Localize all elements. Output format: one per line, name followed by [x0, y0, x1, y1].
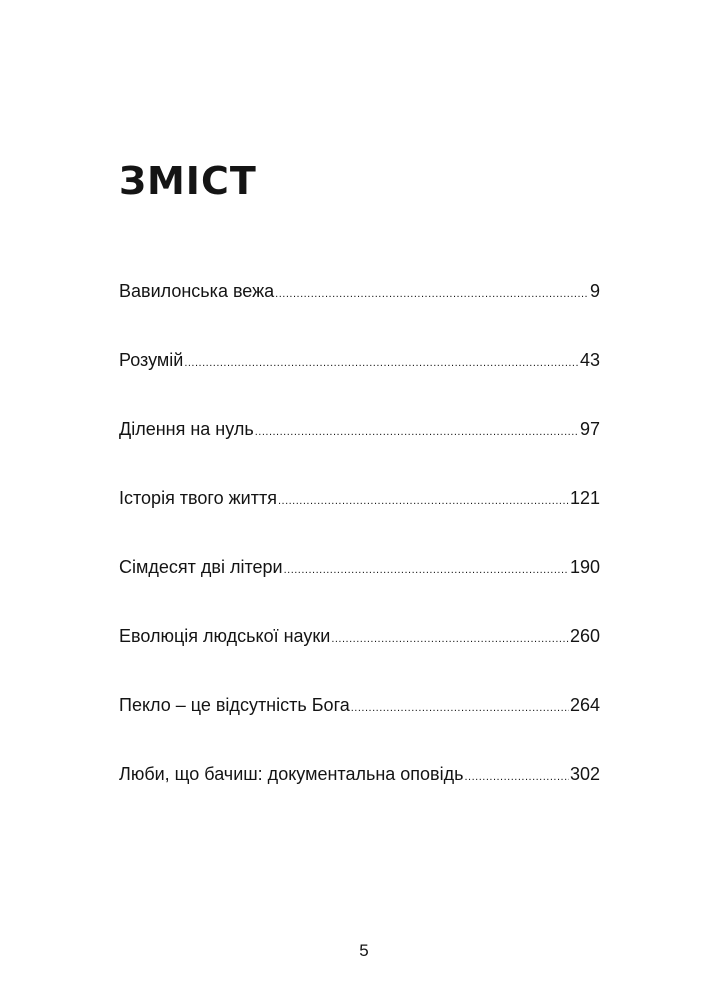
dot-leader: [465, 766, 569, 788]
toc-entry-title: Ділення на нуль: [119, 419, 254, 439]
toc-entry-page: 190: [569, 557, 600, 577]
toc-entry-page: 97: [579, 419, 600, 439]
toc-entry-page: 302: [569, 764, 600, 784]
toc-entry: [119, 694, 600, 763]
toc-entry-title: Люби, що бачиш: документальна оповідь: [119, 764, 464, 784]
toc-entry-title: Розумій: [119, 350, 184, 370]
page-title: ЗМІСТ: [119, 159, 257, 203]
toc-entry-page: 9: [589, 281, 600, 301]
toc-entry: [119, 280, 600, 349]
toc-entry: [119, 349, 600, 418]
toc-entry-title: Вавилонська вежа: [119, 281, 275, 301]
toc-entry: [119, 487, 600, 556]
toc-entry-title: Історія твого життя: [119, 488, 277, 508]
toc-entry: [119, 625, 600, 694]
dot-leader: [275, 283, 589, 305]
dot-leader: [284, 559, 569, 581]
table-of-contents: [119, 280, 600, 832]
toc-entry-page: 260: [569, 626, 600, 646]
toc-entry-title: Пекло – це відсутність Бога: [119, 695, 350, 715]
dot-leader: [278, 490, 569, 512]
toc-entry-title: Сімдесят дві літери: [119, 557, 283, 577]
toc-entry: [119, 763, 600, 832]
dot-leader: [184, 352, 579, 374]
dot-leader: [351, 697, 569, 719]
page-number: 5: [359, 941, 369, 960]
toc-entry: [119, 418, 600, 487]
dot-leader: [255, 421, 579, 443]
toc-entry-title: Еволюція людської науки: [119, 626, 331, 646]
dot-leader: [331, 628, 569, 650]
toc-entry-page: 264: [569, 695, 600, 715]
toc-entry: [119, 556, 600, 625]
toc-entry-page: 43: [579, 350, 600, 370]
toc-entry-page: 121: [569, 488, 600, 508]
